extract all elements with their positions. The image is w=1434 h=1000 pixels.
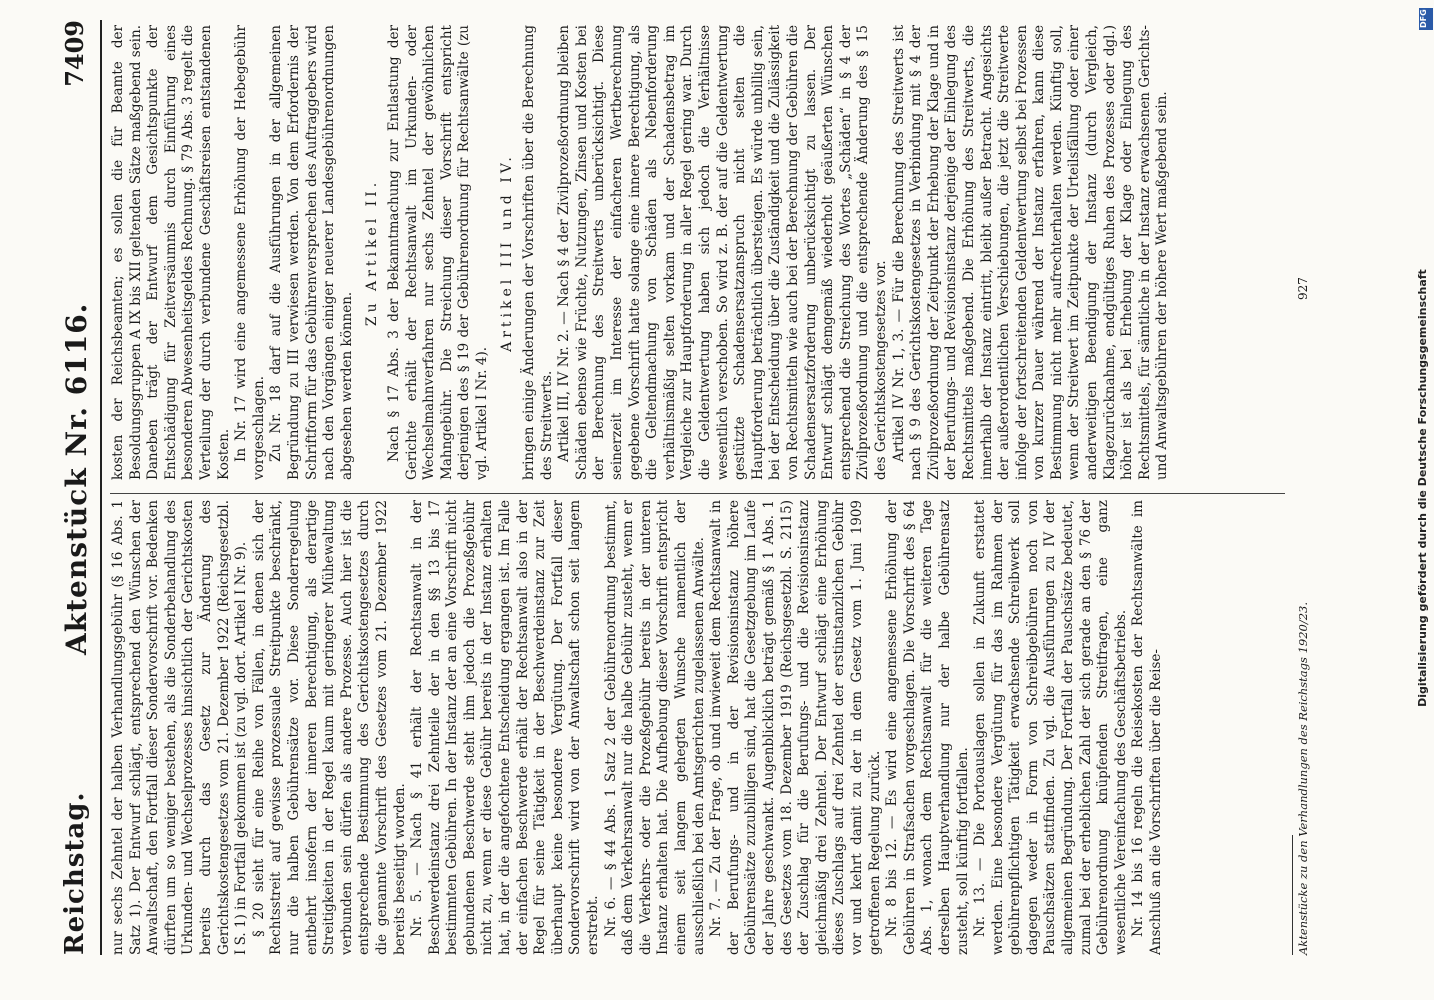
paragraph: Nr. 13. — Die Portoauslagen sollen in Zukunft erstattet werden. Eine besondere Vergütung für das im Rahmen der gebührenpflichtigen Tätigkeit erwachsende Schreibwerk soll dagegen weder in Form von Schreibgebühren noch von Pauschsätzen stattfinden. Zu vgl. die Ausführungen zu IV der allgemeinen Begründung. Der Fortfall der Pauschsätze bedeutet, zumal bei der erheblichen Zahl der sich gerade an den § 76 der Gebührenordnung knüpfenden Streitfragen, eine ganz wesentliche Vereinfachung des Geschäftsbetriebs.: [972, 500, 1129, 955]
column-divider: [110, 493, 1285, 494]
right-column: [110, 25, 1290, 480]
header-document-number: Aktenstück Nr. 6116.: [60, 302, 93, 655]
paragraph: Artikel III, IV Nr. 2. — Nach § 4 der Zivilprozeßordnung bleiben Schäden ebenso wie Früchte, Nutzungen, Zinsen und Kosten bei der Berechnung des Streitwerts unberücksichtigt. Diese seinerzeit im Interesse der einfacheren Wertberechnung gegebene Vorschrift hatte solange eine innere Berechtigung, als die Geltendmachung von Schäden als Nebenforderung verhältnismäßig selten vorkam und der Schadensbetrag im Vergleiche zur Hauptforderung in aller Regel gering war. Durch die Geldentwertung haben sich jedoch die Verhältnisse wesentlich verschoben. So wird z. B. der auf die Geldentwertung gestützte Schadensersatzanspruch nicht selten die Hauptforderung beträchtlich übersteigen. Es würde unbillig sein, bei der Entscheidung über die Zuständigkeit und die Zulässigkeit von Rechtsmitteln wie auch bei der Berechnung der Gebühren die Schadensersatzforderung unberücksichtigt zu lassen. Der Entwurf schlägt demgemäß wiederholt geäußerten Wünschen entsprechend die Streichung des Wortes „Schäden“ in § 4 der Zivilprozeßordnung und die entsprechende Änderung des § 15 des Gerichtskostengesetzes vor.: [556, 25, 889, 480]
paragraph: Nr. 8 bis 12. — Es wird eine angemessene Erhöhung der Gebühren in Strafsachen vorgeschlagen. Die Vorschrift des § 64 Abs. 1, wonach dem Rechtsanwalt für die weiteren Tage derselben Hauptverhandlung nur der halbe Gebührensatz zusteht, soll künftig fortfallen.: [884, 500, 971, 955]
paragraph: Nr. 7. — Zu der Frage, ob und inwieweit dem Rechtsanwalt in der Berufungs- und in der Revisionsinstanz höhere Gebührensätze zuzubilligen sind, hat die Gesetzgebung im Laufe der Jahre geschwankt. Augenblicklich beträgt gemäß § 1 Abs. 1 des Gesetzes vom 18. Dezember 1919 (Reichsgesetzbl. S. 2115) der Zuschlag für die Berufungs- und die Revisionsinstanz gleichmäßig drei Zehntel. Der Entwurf schlägt eine Erhöhung dieses Zuschlags auf drei Zehntel der erstinstanzlichen Gebühr vor und kehrt damit zu der in dem Gesetz vom 1. Juni 1909 getroffenen Regelung zurück.: [708, 500, 883, 955]
paragraph: Nr. 14 bis 16 regeln die Reisekosten der Rechtsanwälte im Anschluß an die Vorschriften über die Reise-: [1130, 500, 1165, 955]
paragraph: Nach § 17 Abs. 3 der Bekanntmachung zur Entlastung der Gerichte erhält der Rechtsanwalt im Urkunden- oder Wechselmahnverfahren nur sechs Zehntel der gewöhnlichen Mahngebühr. Die Streichung dieser Vorschrift entspricht derjenigen des § 19 der Gebührenordnung für Rechtsanwälte (zu vgl. Artikel I Nr. 4).: [385, 25, 490, 480]
footnote-rule: [1292, 835, 1293, 955]
header-page-number: 7409: [60, 20, 89, 87]
header-publication: Reichstag.: [60, 791, 90, 955]
footer-page-number: 927: [1296, 277, 1310, 300]
paragraph: Artikel IV Nr. 1, 3. — Für die Berechnung des Streitwerts ist nach § 9 des Gerichtskostengesetzes in Verbindung mit § 4 der Zivilprozeßordnung der Zeitpunkt der Erhebung der Klage und in der Berufungs- und Revisionsinstanz derjenige der Einlegung des Rechtsmittels maßgebend. Die Erhöhung des Streitwerts, die innerhalb der Instanz eintritt, bleibt außer Betracht. Angesichts der außerordentlichen Verschiebungen, die jetzt die Streitwerte infolge der fortschreitenden Geldentwertung selbst bei Prozessen von kurzer Dauer während der Instanz erfahren, kann diese Bestimmung nicht mehr aufrechterhalten werden. Künftig soll, wenn der Streitwert im Zeitpunkte der Urteilsfällung oder einer anderweitigen Beendigung der Instanz (durch Vergleich, Klagezurücknahme, endgültiges Ruhen des Prozesses oder dgl.) höher ist als bei Erhebung der Klage oder Einlegung des Rechtsmittels, für sämtliche in der Instanz erwachsenen Gerichts- und Anwaltsgebühren der höhere Wert maßgebend sein.: [890, 25, 1171, 480]
dfg-logo-icon: DFG: [1419, 8, 1433, 30]
paragraph: In Nr. 17 wird eine angemessene Erhöhung der Hebegebühr vorgeschlagen.: [233, 25, 267, 480]
paragraph: Zu Nr. 18 darf auf die Ausführungen in der allgemeinen Begründung zu III verwiesen werden. Von dem Erfordernis der Schriftform für das Gebührenversprechen des Auftraggebers wird nach den Vorgängen einiger neuerer Landesgebührenordnungen abgesehen werden können.: [268, 25, 355, 480]
digitization-sidebar: [1414, 0, 1434, 1000]
paragraph: Nr. 5. — Nach § 41 erhält der Rechtsanwalt in der Beschwerdeinstanz drei Zehnteile der in den §§ 13 bis 17 bestimmten Gebühren. In der Instanz der an eine Vorschrift nicht gebundenen Beschwerde steht ihm jedoch die Prozeßgebühr nicht zu, wenn er diese Gebühr bereits in der Instanz erhalten hat, in der die angefochtene Entscheidung ergangen ist. Im Falle der einfachen Beschwerde erhält der Rechtsanwalt also in der Regel für seine Tätigkeit in der Beschwerdeinstanz zur Zeit überhaupt keine besondere Vergütung. Der Fortfall dieser Sondervorschrift wird von der Anwaltschaft schon seit langem erstrebt.: [409, 500, 602, 955]
paragraph: § 20 sieht für eine Reihe von Fällen, in denen sich der Rechtsstreit auf gewisse prozessuale Streitpunkte beschränkt, nur die halben Gebührensätze vor. Diese Sonderregelung entbehrt insofern der inneren Berechtigung, als derartige Streitigkeiten in der Regel kaum mit geringerer Mühewaltung verbunden sein dürfen als andere Prozesse. Auch hier ist die entsprechende Bestimmung des Gerichtskostengesetzes durch die genannte Vorschrift des Gesetzes vom 21. Dezember 1922 bereits beseitigt worden.: [250, 500, 408, 955]
paragraph: Nr. 6. — § 44 Abs. 1 Satz 2 der Gebührenordnung bestimmt, daß dem Verkehrsanwalt nur die halbe Gebühr zusteht, wenn er die Verkehrs- oder die Prozeßgebühr bereits in der unteren Instanz erhalten hat. Die Aufhebung dieser Vorschrift entspricht einem seit langem gehegten Wunsche namentlich der ausschließlich bei den Amtsgerichten zugelassenen Anwälte.: [602, 500, 707, 955]
footnote-source: Aktenstücke zu den Verhandlungen des Reichstags 1920/23.: [1296, 601, 1310, 955]
paragraph: nur sechs Zehntel der halben Verhandlungsgebühr (§ 16 Abs. 1 Satz 1). Der Entwurf schlägt, entsprechend den Wünschen der Anwaltschaft, den Fortfall dieser Sondervorschrift vor. Bedenken dürften um so weniger bestehen, als die Sonderbehandlung des Urkunden- und Wechselprozesses hinsichtlich der Gerichtskosten bereits durch das Gesetz zur Änderung des Gerichtskostengesetzes vom 21. Dezember 1922 (Reichsgesetzbl. I S. 1) in Fortfall gekommen ist (zu vgl. dort. Artikel I Nr. 9).: [110, 500, 250, 955]
section-heading: Zu Artikel II.: [364, 178, 381, 327]
page-header: [60, 20, 100, 955]
left-column: [110, 500, 1290, 955]
header-rule: [100, 20, 102, 955]
digitization-note: Digitalisierung gefördert durch die Deutsche Forschungsgemeinschaft: [1416, 269, 1429, 707]
section-heading: Artikel III und IV.: [499, 153, 516, 352]
paragraph: bringen einige Änderungen der Vorschriften über die Berechnung des Streitwerts.: [521, 25, 555, 480]
paragraph: kosten der Reichsbeamten; es sollen die für Beamte der Besoldungsgruppen A IX bis XII geltenden Sätze maßgebend sein. Daneben trägt der Entwurf dem Gesichtspunkte der Entschädigung für Zeitversäumnis durch Einführung eines besonderen Abwesenheitsgeldes Rechnung. § 79 Abs. 3 regelt die Verteilung der durch verbundene Geschäftsreisen entstandenen Kosten.: [110, 25, 232, 480]
